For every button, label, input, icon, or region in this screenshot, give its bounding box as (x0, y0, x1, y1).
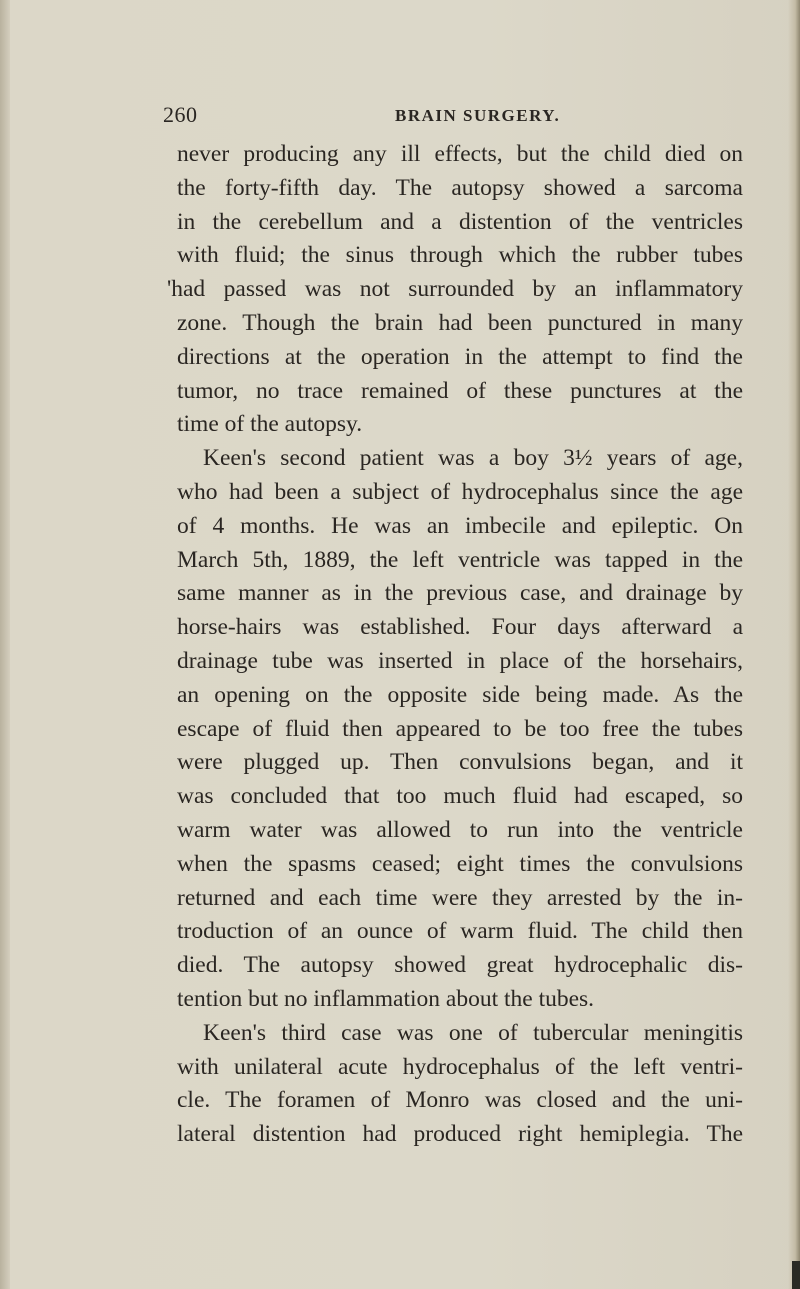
text-line: never producing any ill effects, but the child died on (177, 141, 743, 167)
text-line: the forty-fifth day. The autopsy showed a sarcoma (177, 174, 743, 201)
page-header (163, 102, 745, 132)
text-line: Keen's second patient was a boy 3½ years of age, (203, 445, 743, 472)
text-line: cle. The foramen of Monro was closed and the uni- (177, 1087, 743, 1114)
text-line: an opening on the opposite side being made. As the (177, 681, 743, 708)
page-edge-shadow (788, 0, 800, 1289)
page-gutter-shadow (0, 0, 10, 1289)
body-text (167, 138, 743, 1152)
text-line: directions at the operation in the attempt to find the (177, 343, 743, 370)
text-line: March 5th, 1889, the left ventricle was tapped in the (177, 546, 743, 573)
text-line: of 4 months. He was an imbecile and epileptic. On (177, 512, 743, 539)
text-line: with unilateral acute hydrocephalus of the left ventri- (177, 1053, 743, 1080)
text-line: warm water was allowed to run into the ventricle (177, 816, 743, 843)
text-line: same manner as in the previous case, and drainage by (177, 580, 743, 607)
text-line: was concluded that too much fluid had escaped, so (177, 783, 743, 810)
text-line: were plugged up. Then convulsions began, and it (177, 749, 743, 776)
text-line: tention but no inflammation about the tubes. (177, 985, 595, 1012)
text-line: who had been a subject of hydrocephalus since the age (177, 478, 743, 505)
text-line: in the cerebellum and a distention of the ventricles (177, 208, 743, 235)
running-head: BRAIN SURGERY. (395, 106, 561, 125)
text-line: escape of fluid then appeared to be too free the tubes (177, 715, 743, 742)
text-line: lateral distention had produced right hemiplegia. The (177, 1121, 743, 1148)
text-line: 'had passed was not surrounded by an inflammatory (167, 276, 743, 303)
text-line: time of the autopsy. (177, 411, 363, 438)
text-line: when the spasms ceased; eight times the convulsions (177, 850, 743, 877)
text-line: tumor, no trace remained of these punctures at the (177, 377, 743, 404)
text-line: troduction of an ounce of warm fluid. The child then (177, 918, 743, 945)
text-line: Keen's third case was one of tubercular meningitis (203, 1019, 743, 1046)
page-number: 260 (163, 102, 198, 127)
text-line: returned and each time were they arrested by the in- (177, 884, 743, 911)
text-line: horse-hairs was established. Four days afterward a (177, 614, 743, 641)
text-line: with fluid; the sinus through which the rubber tubes (177, 242, 743, 269)
page-corner-mark (792, 1261, 800, 1289)
text-line: died. The autopsy showed great hydrocephalic dis- (177, 952, 743, 979)
text-line: drainage tube was inserted in place of the horsehairs, (177, 647, 743, 674)
text-line: zone. Though the brain had been punctured in many (177, 309, 743, 336)
